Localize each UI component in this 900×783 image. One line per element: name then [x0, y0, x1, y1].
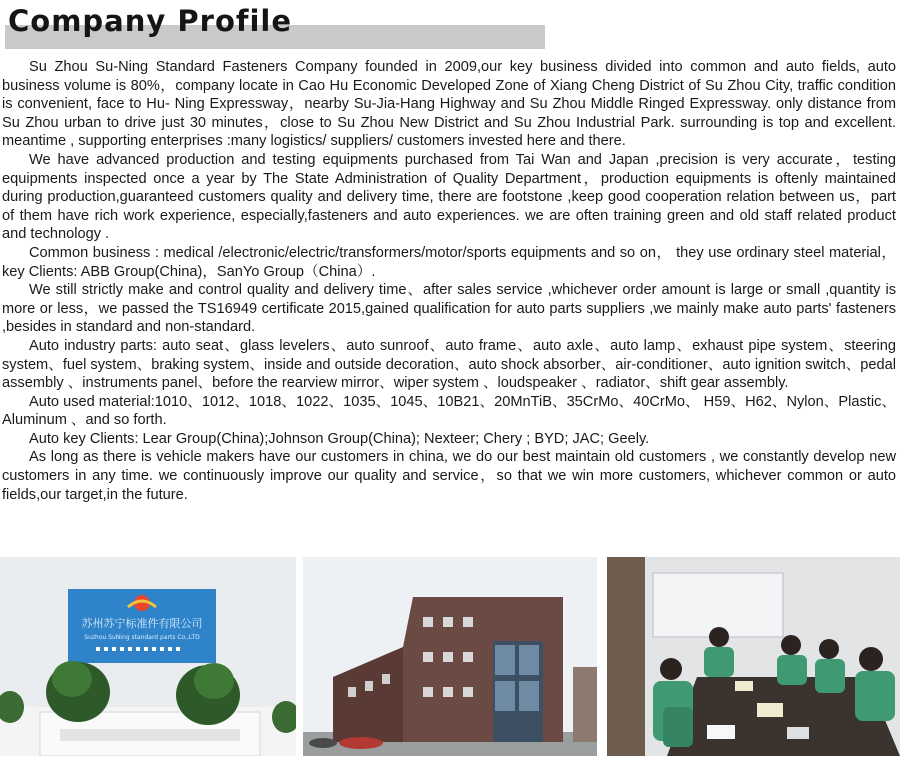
paragraph-quality: We still strictly make and control quality and delivery time、after sales service ,whichever order amount is large or small ,quantity is more or less，we passed the TS16949 certificate 2015,gained qualification for auto parts suppliers ,we mainly make auto parts' fasteners ,besides in standard and non-standard.	[2, 282, 896, 336]
paragraph-intro: Su Zhou Su-Ning Standard Fasteners Company founded in 2009,our key business divided into common and auto fields, auto business volume is 80%，company locate in Cao Hu Economic Developed Zone of Xiang Cheng District of Su Zhou City, traffic condition is convenient, face to Hu- Ning Expressway，nearby Su-Jia-Hang Highway and Su Zhou Middle Ringed Expressway. only distance from Su Zhou urban to drive just 30 minutes，close to Su Zhou New District and Su Zhou Industrial Park. surrounding is top and excellent. meantime , supporting enterprises :many logistics/ suppliers/ customers invested here and there.	[2, 59, 896, 150]
paragraph-equipment: We have advanced production and testing equipments purchased from Tai Wan and Japan ,precision is very accurate，testing equipments inspected once a year by The State Administration of Quality Department，production equipments is oftenly maintained during production,guaranteed customers quality and delivery time, there are footstone ,keep good cooperation relation between us，part of them have rich work experience, especially,fasteners and auto experiences. we are often training green and old staff related product and technology .	[2, 151, 896, 243]
paragraph-auto-material: Auto used material:1010、1012、1018、1022、1035、1045、10B21、20MnTiB、35CrMo、40CrMo、 H59、H62、Nylon、Plastic、Aluminum 、and so forth.	[2, 393, 896, 429]
paragraph-auto-clients: Auto key Clients: Lear Group(China);Johnson Group(China); Nexteer; Chery ; BYD; JAC; Geely.	[29, 430, 650, 447]
sign-text: 苏州苏宁标准件有限公司	[81, 617, 203, 630]
paragraph-auto-parts: Auto industry parts: auto seat、glass levelers、auto sunroof、auto frame、auto axle、auto lamp、exhaust pipe system、steering system、fuel system、braking system、inside and outside decoration、auto shock absorber、air-conditioner、auto ignition switch、pedal assembly 、instruments panel、before the rearview mirror、wiper system 、loudspeaker 、radiator、shift gear assembly.	[2, 337, 896, 392]
paragraph-common-business: Common business : medical /electronic/electric/transformers/motor/sports equipments and so on， they use ordinary steel material，key Clients: ABB Group(China)，SanYo Group（China）.	[2, 244, 896, 280]
sign-subtext: Suzhou SuNing standard parts Co.,LTD	[84, 634, 200, 641]
paragraph-closing: As long as there is vehicle makers have our customers in china, we do our best maintain old customers , we constantly develop new customers in any time. we continuously improve our quality and service，so that we win more customers, whichever common or auto fields,our target,in the future.	[2, 449, 896, 503]
page-title: Company Profile	[8, 4, 293, 38]
meeting-room-photo	[607, 557, 900, 756]
profile-body	[2, 58, 896, 504]
factory-building-photo	[303, 557, 597, 756]
reception-photo	[0, 557, 296, 756]
